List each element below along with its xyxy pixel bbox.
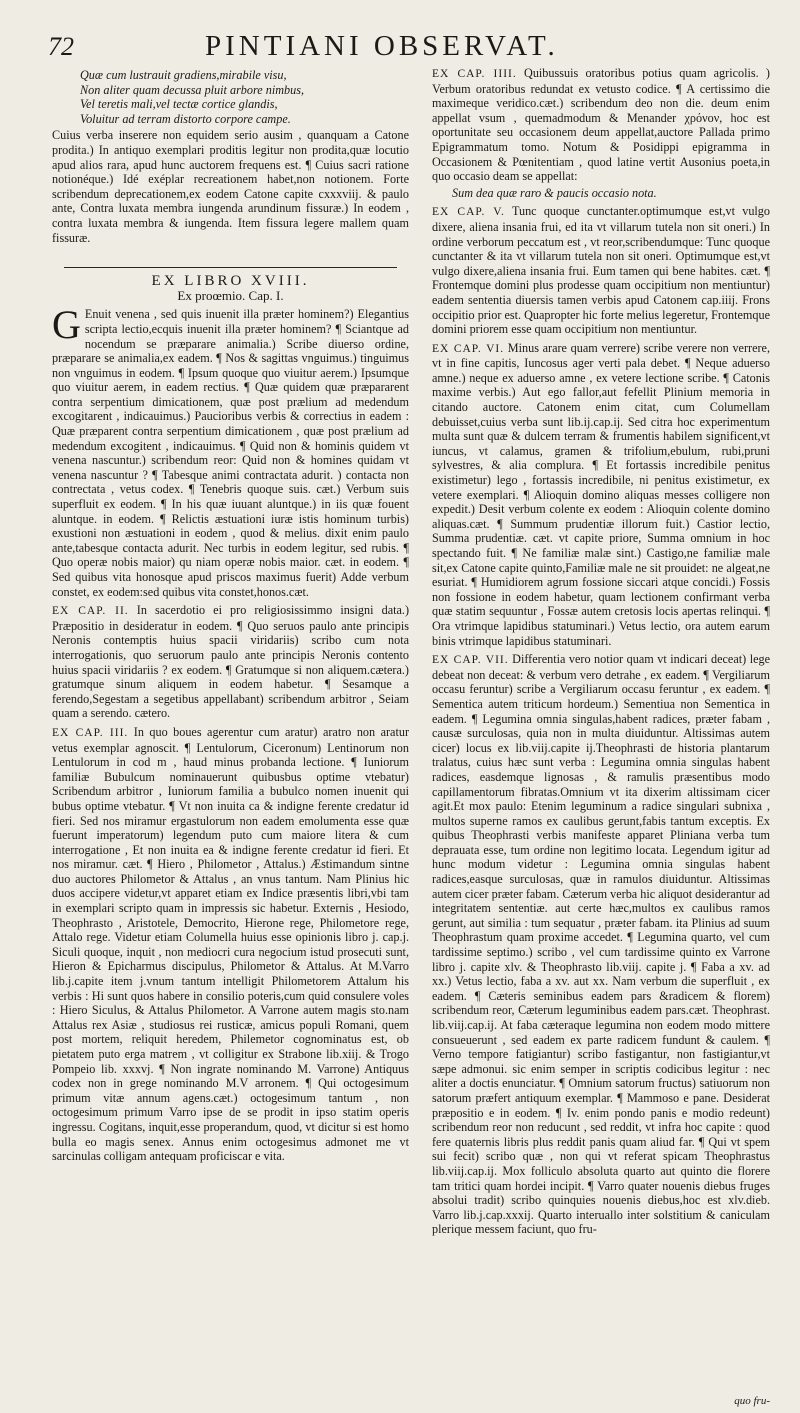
- chapter-paragraph: [432, 341, 770, 648]
- verse-line: Sum dea quæ raro & paucis occasio nota.: [452, 185, 657, 200]
- chapter-paragraph: [52, 603, 409, 721]
- chapter-label: EX CAP. VI.: [432, 342, 505, 355]
- paragraph-text: Enuit venena , sed quis inuenit illa præter hominem?) Elegantius scripta lectio,ecquis inuenit illa præter hominem? ¶ Sciantque ad nocendum se præparare animalia.) Scribe diuerso ordine, præparare se animalia,ex eadem. ¶ Nos & sagittas vnguimus.) tinguimus non vnguimus in eodem. ¶ Ipsum quoque quo viuitur aerem.) Ipsumque quo viuitur aerem, in eadem rectius. ¶ Quæ quidem quæ præpararent contra serpentium dimicationem, quæ post prælium ad medendum excogitarent , indicauimus.) Paucioribus verbis & correctius in eadem : Quæ præparent contra serpentium dimicationem , quæ post prælium ad medendum excogitent , indicauimus. ¶ Quid non & hominis quidem vt venena nascuntur.) scribendum reor: Quid non & homines quidam vt venena nascuntur ? ¶ Tabesque animi contractata adurit. ) contacta non contrectata , vetus codex. ¶ Tenebris quoque suis. cæt.) Verbum suis superfluit ex eodem. ¶ In his quæ iuuant aluntque.) in iis quæ fouent aluntque. in eodem. ¶ Relictis æstuationi iuræ istis hominum turbis) exustioni non æstuationi in eodem , quod & melius. dixit enim paulo ante,tabesque contacta adurit. Nec turbis in eodem legitur, sed rubis. ¶ Quo operæ nobis maior) qu niam operæ nobis maior. cæt. in eodem. ¶ Sed quibus vita honosque apud priscos maximus fuerit) Adde verbum constet, ex eodem:sed quibus vita constet,honos.cæt.: [52, 307, 409, 599]
- chapter-label: EX CAP. V.: [432, 206, 505, 219]
- verse-line: Quæ cum lustrauit gradiens,mirabile visu,: [80, 68, 287, 82]
- book-subtitle: Ex proœmio. Cap. I.: [177, 287, 284, 303]
- chapter-paragraph: [432, 66, 770, 184]
- book-title: EX LIBRO XVIII.: [151, 273, 310, 290]
- verse-line: Non aliter quam decussa pluit arbore nimbus,: [80, 82, 304, 97]
- chapter-label: EX CAP. VII.: [432, 654, 509, 667]
- verse-block: [80, 68, 409, 126]
- verse-line: Vel teretis mali,vel tectæ cortice glandis,: [80, 97, 278, 112]
- paragraph: Cuius verba inserere non equidem serio ausim , quanquam a Catone prodita.) In antiquo exemplari proditis legitur non prodita,quæ locutio apud alios rara, apud hunc auctorem frequens est. ¶ Cuius sacri ratione notionéque.) Idé exéplar recreationem habet,non notionem. Forte scribendum deprecationem,ex eodem Catone capite cxxxviij. & paulo ante, Contra luxata membra iungenda arundinum fissuræ.) In eodem , contra luxata membra & iungenda. Item fissura legere mallem quam fissuræ.: [52, 128, 409, 245]
- paragraph-text: Quibussuis oratoribus potius quam agricolis. ) Verbum oratoribus redundat ex vetusto codice. ¶ A certissimo die maximeque veridico.cæt.) scribendum deo non die. deum enim appellat vsum , quemadmodum & Menander χρόνον, hoc est oportunitate seu occasionem deum appellat,auctore Pallada primo Epigrammatum tomo. Notum & Posidippi epigramma in Occasionem & Pœnitentiam , quod latine vertit Ausonius poeta,in quo occasio deam se appellat:: [432, 66, 770, 184]
- chapter-label: EX CAP. IIII.: [432, 68, 517, 80]
- section-divider: [64, 267, 397, 268]
- paragraph-dropcap: [52, 302, 409, 599]
- chapter-paragraph: [52, 725, 409, 1164]
- drop-cap: G: [52, 302, 81, 348]
- paragraph-text: Tunc quoque cunctanter.optimumque est,vt vulgo dixere, aliena insania frui, ed ita vt villarum tutela non sit oneri.) In ordine verborum peccatum est , vt reor,scribendumque: Tunc quoque cunctanter & ita vt villarum tutela non sit oneri. Optimumque est,vt vulgo dixere,aliena insania frui. Eum tamen qui bene habites. cæt. ¶ Frontemque domini plus prodesse quam occipitium non mentiuntur) eadem sententia diuersis tamen verbis apud Catonem cap.iiij. Frons occipitio prior est. Quapropter hic forte melius legeretur, Frontemque domini priorem esse quam occipitium non mentiuntur.: [432, 204, 770, 337]
- paragraph-text: In sacerdotio ei pro religiosissimmo insigni data.) Præpositio in desideratur in eodem. ¶ Quo seruos paulo ante principis Neronis contemptis huius spacii viridariis) scribo cum nota interrogationis, quo seruorum paulo ante principis Neronis contento huius spacii viridariis ? ex eodem. ¶ Gratumque si non aliquem.cætera.) gratumque sinum aliquem in eodem habetur. ¶ Sesamque a ferendo,Segestam a segetibus appellabant) scribendum arbitror , Seiam quam a serendo. cætero.: [52, 603, 409, 721]
- chapter-paragraph: [432, 204, 770, 336]
- catchword: quo fru-: [734, 1395, 770, 1407]
- chapter-label: EX CAP. II.: [52, 605, 129, 618]
- right-column: [432, 66, 770, 1405]
- chapter-paragraph: [432, 652, 770, 1237]
- paragraph-text: Minus arare quam verrere) scribe verere non verrere, vt in fine capitis, Iuncosus ager verti pala debet. ¶ Neque aduerso amne.) neque ex aduerso amne , ex vetere lectione scribe. ¶ Catonis maxime verbis.) Aut ego fallor,aut fefellit Plinium memoria in citando auctore. Catonem enim citat, cum Columellam debuisset,cuius verba sunt lib.ij.cap.ij. Sed citra hoc experimentum multa sunt quæ & dulcem terram & frumentis habilem significent,vt iuncus, vt calamus, gramen & trifolium,ebulum, rubi,pruni sylvestres, & alia complura. ¶ Et fortassis incredibile penitus existimetur) lego , fortassis incredibile, ni penitus existimetur, ex vetere exemplari. ¶ Alioquin domino aliquas messes colligere non expedit.) Desit verbum colente ex eodem : Alioquin colente domino aliquas.cæt. ¶ Summum prudentiæ illorum fuit.) Castior lectio, Summa prudentiæ. cæt. vt capite priore, Summa omnium in hoc spectando fuit. ¶ Ne familiæ malæ sint.) Castigo,ne familiæ male sit,ex Catone capite quinto,Familiæ male ne sit prouidet: ne algeat,ne esuriat. ¶ Humidiorem agrum fossione siccari atque concidi.) Fossis non fossione in eodem habetur, quam lectionem confirmant verba quæ statim sequuntur , Fossæ autem cretosis locis apertas relinqui. ¶ Ora vtrimque lapidibus statuminari.) Vetus lectio, ora autem earum binis vtrimque lapidibus statuminari.: [432, 340, 770, 648]
- paragraph-text: In quo boues agerentur cum aratur) aratro non aratur vetus exemplar agnoscit. ¶ Lentulorum, Ciceronum) Lentinorum non Lentulorum in cod m , haud minus probanda lectione. ¶ Iuniorum familiæ Bubulcum nominauerunt quibusbus optime vtebatur) Scribendum arbitror , Iuniorum familia a bubulco nomen inuenit qui bubus optime vtebatur. ¶ Vt non inuita ca & indigne ferente credatur id fieri. Sed nos miramur ergastulorum non eadem emolumenta esse quæ fuerunt imperatorum) legendum puto cum maiore litera & cum interrogatione , Et non inuita ea & indigne ferente credatur id fieri. Et nos miramur. cæt. ¶ Hiero , Philometor , Attalus.) Æstimandum sintne duo auctores Philometor & Attalus , an vnus tantum. Nam Plinius hic duos accipere videtur,vt apparet etiam ex Indice præsentis libri,vbi tam in exemplari scripto quam in impressis sic habetur. Externis , Hesiodo, Theophrasto , Aristotele, Democrito, Hierone rege, Philometore rege, Attalo rege. Videtur etiam Columella huius esse opinionis libro j. cap.j. Siculi quoque, inquit , non mediocri cura negocium istud prosecuti sunt, Hieron & Epicharmus discipulus, Philometor & Attalus. At M.Varro lib.j.capite item j.vnum tantum intelligit Philometorem Attalum his verbis : Hi sunt quos habere in consilio poteris,cum quid consulere voles : Hiero Siculus, & Attalus Philometor. A Varrone autem magis sto.nam Attalus rex Asiæ , studiosus rei rusticæ, amicus populi Romani, quem post mortem, reliquit heredem, Philemetor cognominatus est, ob pietatem puto erga matrem , vt colligitur ex Strabone lib.xiij. & Trogo Pompeio lib. xxxvj. ¶ Non ingrate nominando M. Varrone) Antiquus codex non in grege nominando M.V arronem. ¶ Qui octogesimum primum vitæ annum agens.cæt.) octogesimum tantum , non octogesimum primum Varro ipse de se prodit in ipso statim operis ingressu. Cogitans, inquit,esse properandum, quod, vt dicitur si est homo bulla eo magis senex. Annus enim octogesimus admonet me vt sarcinulas colligam antequam proficiscar e vita.: [52, 724, 409, 1164]
- page-number: 72: [48, 32, 74, 61]
- chapter-label: EX CAP. III.: [52, 726, 129, 739]
- verse-line: Voluitur ad terram distorto corpore campe.: [80, 111, 291, 126]
- paragraph-text: Differentia vero notior quam vt indicari deceat) lege debeat non deceat: & verbum vero detrahe , ex eadem. ¶ Vergiliarum occasu feruntur) scribe a Vergiliarum occasu feruntur , ex eadem. ¶ Sementica autem triticum hordeum.) Sementiua non Sementica in eadem. ¶ Legumina omnia singulas,habent radices, præter fabam , causæ surculosas, quia non in multa diuiduntur. Altissimas autem cicer) locus ex lib.viij.capite ij.Theophrasti de historia plantarum tralatus, cuius hæc sunt verba : Legumina omnia singulas habent radices, easdemque lignosas , & ramulis præsentibus modo capillamentorum fibratas.Omnium vt ita dixerim altissimam cicer agit.Et mox paulo: Etenim leguminum a radice singulari subnixa , multos superne ramos ex caulibus gerunt,fabis tantum exceptis. Ex quibus Theophrasti verbis manifeste apparet Pliniana verba tum deprauata esse, tum ordine non legitimo locata. Legendum igitur ad hunc modum videtur : Legumina omnia singulas habent radices,easque surculosas, quæ in ramulos diuiduntur. Altissimas autem cicer præter fabam. Cæterum verba hic aliquot desiderantur ad integritatem sententiæ. aut certe hæc,multos ex caulibus ramos gerunt, aut similia : tum sequatur , præter fabam. ita Plinius ad suum Theophrastum quam proxime accedet. ¶ Legumina quarto, vel cum tardissime septimo.) scribo , vel cum tardissime quinto ex Varrone libro j. capite xlv. & Theophrasto lib.viij. capite j. ¶ Faba a xv. ad xx.) Vetus lectio, faba a xv. aut xx. Nam verbum die superfluit , ex eadem. ¶ Cæteris seminibus eadem pars &radicem & florem) scribendum reor, Cæterum leguminibus eadem pars.cæt. Theophrast. lib.viij.cap.ij. At faba cæteraque legumina non eodem modo mittere consueuerunt , sed eadem ex parte radicem fundunt & caulem. ¶ Verno tempore fatigiantur) scribo fastigantur, non fastigiantur,vt sæpe admonui. sic enim semper in scriptis codicibus legitur : nec aliter a doctis enunciatur. ¶ Omnium satorum fructus) satiuorum non satorum præfert antiquum exemplar. ¶ Mammoso e pane. Desiderat præpositio e in eodem. ¶ Iv. enim pondo panis e modio redeunt) scribendum reor non reducunt , sed reddit, vt infra hoc capite : quod fere quaternis libris plus reddit panis quam aliud far. ¶ Qui vt spem sui fecit) scribo quæ , non qui vt referat spicam Theophrastus lib.viij.cap.ij. Mox folliculo absoluta quarto aut quinto die florere tam tritici quam hordei incipit. ¶ Varro quater nouenis diebus fruges absolui tradit) scribo quinquies nouenis diebus,hoc est xlv.dieb. Varro lib.j.cap.xxxij. Quarto interuallo inter solstitium & caniculam plerique messem faciunt, quo fru-: [432, 652, 770, 1237]
- left-column: [52, 66, 409, 1405]
- running-head: PINTIANI OBSERVAT.: [205, 30, 559, 62]
